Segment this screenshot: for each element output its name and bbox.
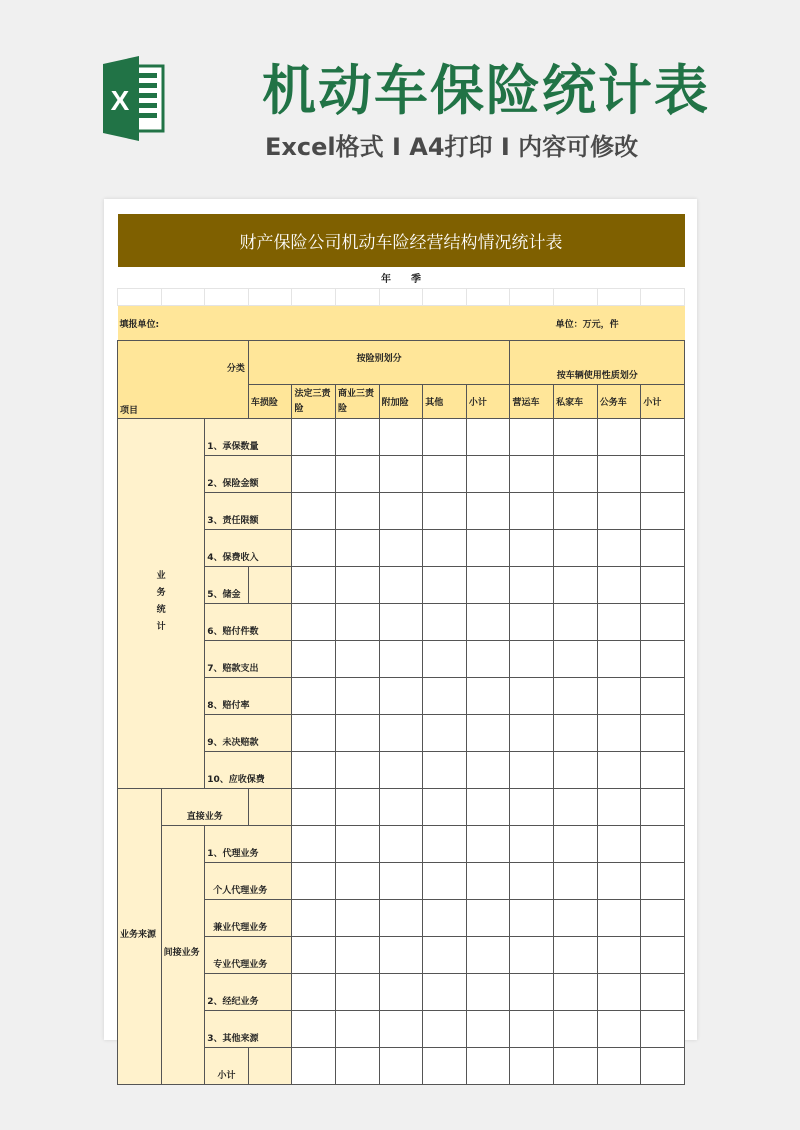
data-cell[interactable] — [641, 604, 685, 641]
data-cell[interactable] — [466, 456, 510, 493]
excel-logo-icon — [103, 56, 165, 141]
data-cell[interactable] — [554, 567, 598, 604]
data-cell[interactable] — [292, 900, 336, 937]
row-label: 3、责任限额 — [205, 493, 292, 530]
data-cell[interactable] — [292, 752, 336, 789]
data-cell[interactable] — [554, 456, 598, 493]
data-cell[interactable] — [466, 937, 510, 974]
row-label: 小计 — [205, 1048, 249, 1085]
spreadsheet-preview — [104, 199, 697, 1081]
data-cell[interactable] — [466, 1048, 510, 1085]
data-cell[interactable] — [510, 752, 554, 789]
data-cell[interactable] — [554, 604, 598, 641]
column-header: 车损险 — [248, 385, 292, 419]
data-cell[interactable] — [554, 715, 598, 752]
row-label: 5、储金 — [205, 567, 249, 604]
data-cell[interactable] — [423, 752, 467, 789]
row-label: 3、其他来源 — [205, 1011, 292, 1048]
row-label: 个人代理业务 — [205, 863, 292, 900]
data-cell[interactable] — [466, 1011, 510, 1048]
item-label: 项目 — [120, 406, 139, 416]
data-cell[interactable] — [336, 863, 380, 900]
data-cell[interactable] — [336, 530, 380, 567]
data-cell[interactable] — [466, 715, 510, 752]
column-header: 商业三责险 — [336, 385, 380, 419]
data-cell[interactable] — [510, 567, 554, 604]
data-cell[interactable] — [597, 937, 641, 974]
header-corner-cell — [118, 341, 249, 419]
data-cell[interactable] — [336, 641, 380, 678]
data-cell[interactable] — [336, 1011, 380, 1048]
data-cell[interactable] — [510, 826, 554, 863]
data-cell[interactable] — [336, 1048, 380, 1085]
blank-cell[interactable] — [554, 289, 598, 306]
data-cell[interactable] — [510, 530, 554, 567]
data-cell[interactable] — [510, 604, 554, 641]
data-cell[interactable] — [466, 863, 510, 900]
data-cell[interactable] — [336, 974, 380, 1011]
data-cell[interactable] — [641, 1011, 685, 1048]
column-header: 公务车 — [597, 385, 641, 419]
data-cell[interactable] — [379, 604, 423, 641]
fill-unit-label: 填报单位: — [118, 306, 554, 341]
data-cell[interactable] — [554, 641, 598, 678]
data-cell[interactable] — [554, 752, 598, 789]
column-header: 附加险 — [379, 385, 423, 419]
data-cell[interactable] — [379, 456, 423, 493]
data-cell[interactable] — [423, 1048, 467, 1085]
data-cell[interactable] — [423, 530, 467, 567]
data-cell[interactable] — [510, 937, 554, 974]
data-cell[interactable] — [423, 493, 467, 530]
data-cell[interactable] — [379, 789, 423, 826]
data-cell[interactable] — [641, 1048, 685, 1085]
data-cell[interactable] — [554, 493, 598, 530]
data-cell[interactable] — [292, 863, 336, 900]
data-cell[interactable] — [510, 641, 554, 678]
data-cell[interactable] — [292, 530, 336, 567]
data-cell[interactable] — [423, 419, 467, 456]
data-cell[interactable] — [641, 641, 685, 678]
blank-cell[interactable] — [292, 289, 336, 306]
page-subtitle: Excel格式 I A4打印 I 内容可修改 — [265, 133, 639, 161]
row-label: 9、未决赔款 — [205, 715, 292, 752]
data-cell[interactable] — [379, 419, 423, 456]
data-cell[interactable] — [292, 567, 336, 604]
data-cell[interactable] — [510, 863, 554, 900]
data-cell[interactable] — [423, 641, 467, 678]
data-cell[interactable] — [379, 715, 423, 752]
data-cell[interactable] — [336, 419, 380, 456]
row-label: 兼业代理业务 — [205, 900, 292, 937]
business-stats-cell — [118, 419, 205, 789]
data-cell[interactable] — [597, 567, 641, 604]
data-cell[interactable] — [597, 1048, 641, 1085]
data-cell[interactable] — [292, 1011, 336, 1048]
data-cell[interactable] — [379, 1011, 423, 1048]
data-cell[interactable] — [379, 567, 423, 604]
data-cell[interactable] — [510, 493, 554, 530]
data-cell[interactable] — [466, 826, 510, 863]
data-cell[interactable] — [292, 826, 336, 863]
blank-cell[interactable] — [641, 289, 685, 306]
data-cell[interactable] — [423, 715, 467, 752]
data-cell[interactable] — [641, 493, 685, 530]
row-label: 1、承保数量 — [205, 419, 292, 456]
blank-cell[interactable] — [510, 289, 554, 306]
blank-cell[interactable] — [423, 289, 467, 306]
data-cell[interactable] — [379, 493, 423, 530]
data-cell[interactable] — [510, 1048, 554, 1085]
row-label: 7、赔款支出 — [205, 641, 292, 678]
data-cell[interactable] — [554, 1011, 598, 1048]
data-cell[interactable] — [292, 715, 336, 752]
data-cell[interactable] — [336, 678, 380, 715]
svg-text:X: X — [110, 85, 130, 116]
data-cell[interactable] — [466, 900, 510, 937]
data-cell[interactable] — [379, 974, 423, 1011]
data-cell[interactable] — [466, 752, 510, 789]
column-header: 营运车 — [510, 385, 554, 419]
data-cell[interactable] — [292, 419, 336, 456]
statistics-table — [117, 214, 685, 1085]
sheet-title: 财产保险公司机动车险经营结构情况统计表 — [118, 214, 685, 267]
data-cell[interactable] — [597, 826, 641, 863]
indirect-business-label: 间接业务 — [161, 826, 205, 1085]
data-cell[interactable] — [597, 678, 641, 715]
data-cell[interactable] — [597, 715, 641, 752]
data-cell[interactable] — [510, 974, 554, 1011]
blank-cell[interactable] — [248, 289, 292, 306]
row-label: 6、赔付件数 — [205, 604, 292, 641]
data-cell[interactable] — [336, 493, 380, 530]
data-cell[interactable] — [336, 826, 380, 863]
data-cell[interactable] — [641, 826, 685, 863]
data-cell[interactable] — [292, 641, 336, 678]
data-cell[interactable] — [510, 1011, 554, 1048]
data-cell[interactable] — [336, 567, 380, 604]
data-cell[interactable] — [597, 789, 641, 826]
data-cell[interactable] — [554, 419, 598, 456]
blank-cell[interactable] — [597, 289, 641, 306]
data-cell[interactable] — [292, 493, 336, 530]
data-cell[interactable] — [554, 900, 598, 937]
row-label: 2、保险金额 — [205, 456, 292, 493]
data-cell[interactable] — [292, 789, 336, 826]
data-cell[interactable] — [641, 937, 685, 974]
data-cell[interactable] — [641, 752, 685, 789]
data-cell[interactable] — [554, 974, 598, 1011]
direct-business-label: 直接业务 — [161, 789, 248, 826]
data-cell[interactable] — [510, 900, 554, 937]
data-cell[interactable] — [423, 937, 467, 974]
blank-cell[interactable] — [118, 289, 162, 306]
data-cell[interactable] — [597, 456, 641, 493]
row-label: 8、赔付率 — [205, 678, 292, 715]
data-cell[interactable] — [466, 493, 510, 530]
data-cell[interactable] — [423, 567, 467, 604]
data-cell[interactable] — [554, 826, 598, 863]
data-cell[interactable] — [641, 678, 685, 715]
data-cell[interactable] — [641, 974, 685, 1011]
period-label: 年 季 — [118, 267, 685, 289]
data-cell[interactable] — [379, 641, 423, 678]
blank-cell[interactable] — [466, 289, 510, 306]
data-cell[interactable] — [597, 752, 641, 789]
table-row — [118, 826, 685, 863]
unit-label: 单位：万元，件 — [554, 306, 685, 341]
row-label: 专业代理业务 — [205, 937, 292, 974]
data-cell[interactable] — [336, 715, 380, 752]
page-title: 机动车保险统计表 — [262, 59, 710, 122]
data-cell[interactable] — [336, 456, 380, 493]
data-cell[interactable] — [423, 789, 467, 826]
data-cell[interactable] — [641, 789, 685, 826]
data-cell[interactable] — [554, 937, 598, 974]
data-cell[interactable] — [379, 826, 423, 863]
data-cell[interactable] — [641, 715, 685, 752]
data-cell[interactable] — [423, 604, 467, 641]
blank-cell[interactable] — [336, 289, 380, 306]
data-cell[interactable] — [597, 641, 641, 678]
empty-label-cell — [248, 567, 292, 604]
data-cell[interactable] — [597, 900, 641, 937]
data-cell[interactable] — [510, 419, 554, 456]
data-cell[interactable] — [292, 604, 336, 641]
empty-label-cell — [248, 1048, 292, 1085]
data-cell[interactable] — [597, 863, 641, 900]
data-cell[interactable] — [379, 900, 423, 937]
data-cell[interactable] — [336, 604, 380, 641]
data-cell[interactable] — [292, 456, 336, 493]
data-cell[interactable] — [597, 493, 641, 530]
business-source-label: 业务来源 — [118, 789, 162, 1085]
data-cell[interactable] — [292, 1048, 336, 1085]
data-cell[interactable] — [641, 456, 685, 493]
blank-cell[interactable] — [161, 289, 205, 306]
business-stats-label: 业务统计 — [156, 571, 166, 632]
data-cell[interactable] — [379, 863, 423, 900]
data-cell[interactable] — [641, 567, 685, 604]
data-cell[interactable] — [554, 530, 598, 567]
data-cell[interactable] — [336, 937, 380, 974]
blank-cell[interactable] — [205, 289, 249, 306]
data-cell[interactable] — [379, 752, 423, 789]
data-cell[interactable] — [423, 974, 467, 1011]
data-cell[interactable] — [597, 974, 641, 1011]
data-cell[interactable] — [423, 863, 467, 900]
data-cell[interactable] — [554, 678, 598, 715]
data-cell[interactable] — [641, 530, 685, 567]
data-cell[interactable] — [597, 1011, 641, 1048]
group-insurance-header: 按险别划分 — [248, 341, 510, 385]
data-cell[interactable] — [423, 900, 467, 937]
row-label: 1、代理业务 — [205, 826, 292, 863]
data-cell[interactable] — [423, 678, 467, 715]
data-cell[interactable] — [641, 419, 685, 456]
data-cell[interactable] — [336, 752, 380, 789]
data-cell[interactable] — [554, 1048, 598, 1085]
data-cell[interactable] — [554, 863, 598, 900]
data-cell[interactable] — [292, 678, 336, 715]
data-cell[interactable] — [510, 789, 554, 826]
data-cell[interactable] — [597, 604, 641, 641]
data-cell[interactable] — [379, 530, 423, 567]
blank-cell[interactable] — [379, 289, 423, 306]
data-cell[interactable] — [292, 937, 336, 974]
data-cell[interactable] — [466, 530, 510, 567]
data-cell[interactable] — [336, 789, 380, 826]
column-header: 法定三责险 — [292, 385, 336, 419]
data-cell[interactable] — [466, 419, 510, 456]
data-cell[interactable] — [379, 1048, 423, 1085]
data-cell[interactable] — [466, 789, 510, 826]
data-cell[interactable] — [597, 530, 641, 567]
data-cell[interactable] — [466, 641, 510, 678]
data-cell[interactable] — [510, 678, 554, 715]
row-label: 2、经纪业务 — [205, 974, 292, 1011]
data-cell[interactable] — [423, 1011, 467, 1048]
data-cell[interactable] — [379, 937, 423, 974]
data-cell[interactable] — [423, 456, 467, 493]
empty-label-cell — [248, 789, 292, 826]
data-cell[interactable] — [336, 900, 380, 937]
data-cell[interactable] — [597, 419, 641, 456]
data-cell[interactable] — [641, 900, 685, 937]
table-row — [118, 789, 685, 826]
row-label: 4、保费收入 — [205, 530, 292, 567]
data-cell[interactable] — [510, 715, 554, 752]
group-vehicle-header: 按车辆使用性质划分 — [510, 341, 685, 385]
column-header: 小计 — [641, 385, 685, 419]
data-cell[interactable] — [292, 974, 336, 1011]
data-cell[interactable] — [466, 567, 510, 604]
data-cell[interactable] — [554, 789, 598, 826]
column-header: 私家车 — [554, 385, 598, 419]
data-cell[interactable] — [423, 826, 467, 863]
table-row — [118, 419, 685, 456]
data-cell[interactable] — [641, 863, 685, 900]
data-cell[interactable] — [510, 456, 554, 493]
category-label: 分类 — [226, 364, 245, 374]
data-cell[interactable] — [466, 678, 510, 715]
data-cell[interactable] — [466, 604, 510, 641]
data-cell[interactable] — [379, 678, 423, 715]
row-label: 10、应收保费 — [205, 752, 292, 789]
data-cell[interactable] — [466, 974, 510, 1011]
column-header: 小计 — [466, 385, 510, 419]
column-header: 其他 — [423, 385, 467, 419]
